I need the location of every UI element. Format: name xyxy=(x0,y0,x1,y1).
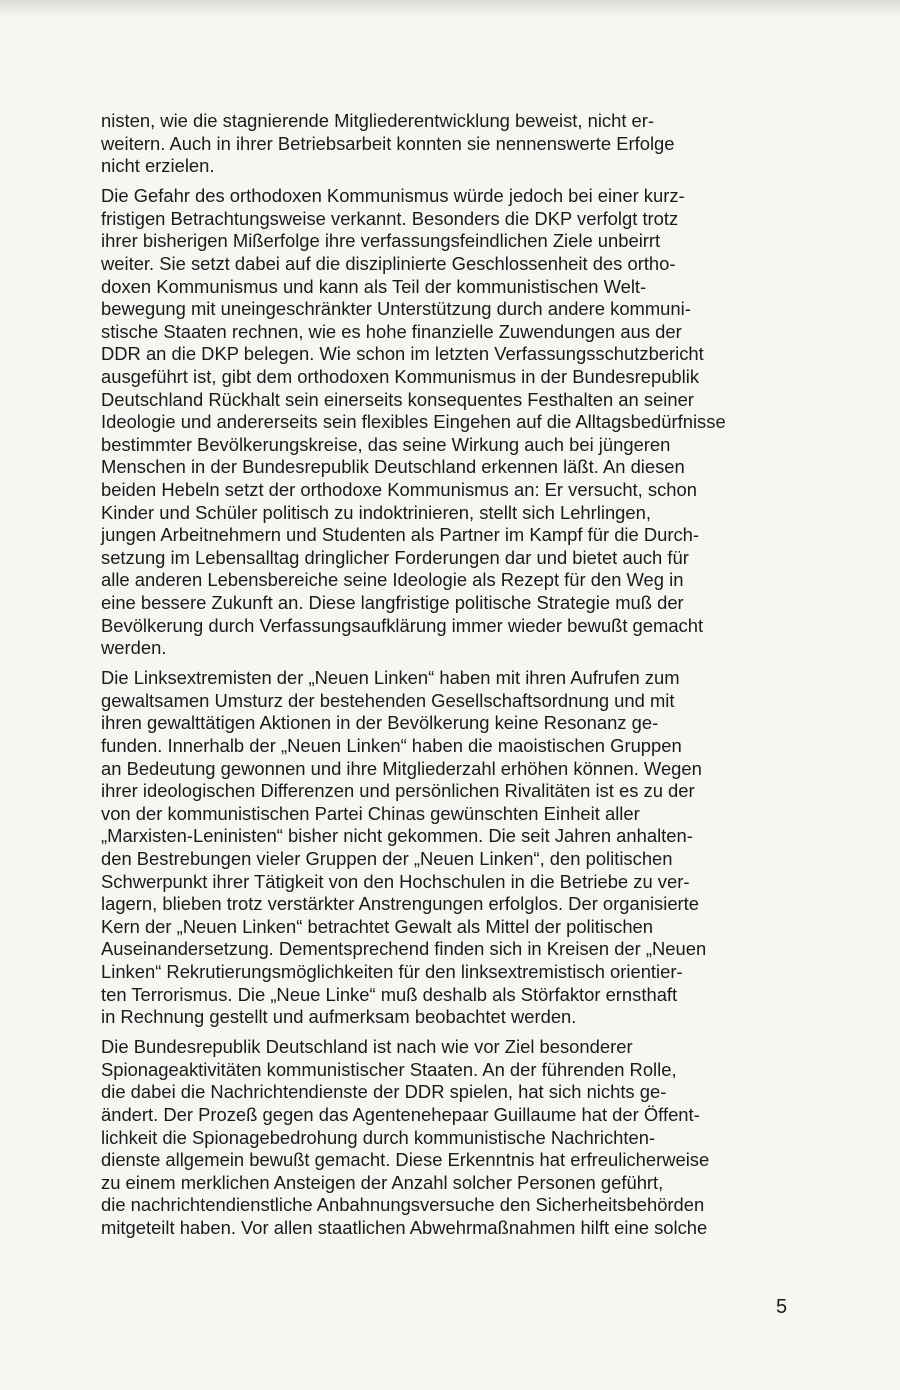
text-line: nisten, wie die stagnierende Mitgliederentwicklung beweist, nicht er- xyxy=(101,110,655,131)
text-line: ändert. Der Prozeß gegen das Agentenehepaar Guillaume hat der Öffent- xyxy=(101,1104,700,1126)
text-line: beiden Hebeln setzt der orthodoxe Kommunismus an: Er versucht, schon xyxy=(101,479,697,500)
text-line: dienste allgemein bewußt gemacht. Diese Erkenntnis hat erfreulicherweise xyxy=(101,1149,710,1171)
text-line: werden. xyxy=(101,637,167,659)
text-line: alle anderen Lebensbereiche seine Ideologie als Rezept für den Weg in xyxy=(101,569,684,591)
text-line: doxen Kommunismus und kann als Teil der kommunistischen Welt- xyxy=(101,275,647,297)
text-line: Die Gefahr des orthodoxen Kommunismus würde jedoch bei einer kurz- xyxy=(101,185,685,207)
text-line: ihrer ideologischen Differenzen und persönlichen Rivalitäten ist es zu der xyxy=(101,780,695,802)
body-text xyxy=(101,110,801,1240)
text-line: gewaltsamen Umsturz der bestehenden Gesellschaftsordnung und mit xyxy=(101,689,675,711)
text-line: die dabei die Nachrichtendienste der DDR spielen, hat sich nichts ge- xyxy=(101,1081,667,1103)
text-line: Kern der „Neuen Linken“ betrachtet Gewalt als Mittel der politischen xyxy=(101,915,653,937)
text-line: lagern, blieben trotz verstärkter Anstrengungen erfolglos. Der organisierte xyxy=(101,893,700,915)
text-line: Menschen in der Bundesrepublik Deutschland erkennen läßt. An diesen xyxy=(101,456,685,478)
text-line: zu einem merklichen Ansteigen der Anzahl solcher Personen geführt, xyxy=(101,1171,664,1193)
text-line: ihren gewalttätigen Aktionen in der Bevölkerung keine Resonanz ge- xyxy=(101,712,659,734)
text-line: Auseinandersetzung. Dementsprechend finden sich in Kreisen der „Neuen xyxy=(101,938,707,960)
text-line: eine bessere Zukunft an. Diese langfristige politische Strategie muß der xyxy=(101,591,684,613)
text-line: Die Linksextremisten der „Neuen Linken“ haben mit ihren Aufrufen zum xyxy=(101,667,680,689)
text-line: lichkeit die Spionagebedrohung durch kommunistische Nachrichten- xyxy=(101,1126,656,1148)
text-line: stische Staaten rechnen, wie es hohe finanzielle Zuwendungen aus der xyxy=(101,320,682,342)
text-line: in Rechnung gestellt und aufmerksam beobachtet werden. xyxy=(101,1006,577,1028)
text-line: ten Terrorismus. Die „Neue Linke“ muß deshalb als Störfaktor ernsthaft xyxy=(101,983,678,1005)
text-line: von der kommunistischen Partei Chinas gewünschten Einheit aller xyxy=(101,802,640,824)
text-line: ausgeführt ist, gibt dem orthodoxen Kommunismus in der Bundesrepublik xyxy=(101,366,700,388)
text-line: an Bedeutung gewonnen und ihre Mitgliederzahl erhöhen können. Wegen xyxy=(101,757,702,779)
text-line: DDR an die DKP belegen. Wie schon im letzten Verfassungsschutzbericht xyxy=(101,343,704,365)
text-line: Die Bundesrepublik Deutschland ist nach wie vor Ziel besonderer xyxy=(101,1036,633,1058)
text-line: Kinder und Schüler politisch zu indoktrinieren, stellt sich Lehrlingen, xyxy=(101,501,651,523)
text-line: Deutschland Rückhalt sein einerseits konsequentes Festhalten an seiner xyxy=(101,388,694,410)
paragraph xyxy=(101,1036,801,1239)
text-line: den Bestrebungen vieler Gruppen der „Neuen Linken“, den politischen xyxy=(101,848,673,869)
paragraph xyxy=(101,185,801,659)
text-line: weitern. Auch in ihrer Betriebsarbeit konnten sie nennenswerte Erfolge xyxy=(101,132,675,154)
text-line: ihrer bisherigen Mißerfolge ihre verfassungsfeindlichen Ziele unbeirrt xyxy=(101,230,661,252)
paragraph xyxy=(101,110,801,178)
paragraph xyxy=(101,667,801,1029)
page-number: 5 xyxy=(776,1296,788,1318)
text-line: bewegung mit uneingeschränkter Unterstützung durch andere kommuni- xyxy=(101,298,691,320)
text-line: setzung im Lebensalltag dringlicher Forderungen dar und bietet auch für xyxy=(101,546,689,568)
text-line: funden. Innerhalb der „Neuen Linken“ haben die maoistischen Gruppen xyxy=(101,735,682,757)
text-line: Spionageaktivitäten kommunistischer Staaten. An der führenden Rolle, xyxy=(101,1058,677,1080)
page-top-edge xyxy=(0,0,900,18)
text-line: Ideologie und andererseits sein flexibles Eingehen auf die Alltagsbedürfnisse xyxy=(101,411,726,433)
text-line: „Marxisten-Leninisten“ bisher nicht gekommen. Die seit Jahren anhalten- xyxy=(101,825,693,847)
text-line: mitgeteilt haben. Vor allen staatlichen Abwehrmaßnahmen hilft eine solche xyxy=(101,1217,708,1238)
text-line: die nachrichtendienstliche Anbahnungsversuche den Sicherheitsbehörden xyxy=(101,1194,705,1216)
text-line: jungen Arbeitnehmern und Studenten als Partner im Kampf für die Durch- xyxy=(101,524,700,546)
text-line: Schwerpunkt ihrer Tätigkeit von den Hochschulen in die Betriebe zu ver- xyxy=(101,870,690,892)
text-line: weiter. Sie setzt dabei auf die disziplinierte Geschlossenheit des ortho- xyxy=(101,253,676,275)
text-line: nicht erzielen. xyxy=(101,155,215,177)
text-line: fristigen Betrachtungsweise verkannt. Besonders die DKP verfolgt trotz xyxy=(101,207,679,229)
text-line: bestimmter Bevölkerungskreise, das seine Wirkung auch bei jüngeren xyxy=(101,433,671,455)
text-line: Linken“ Rekrutierungsmöglichkeiten für den linksextremistisch orientier- xyxy=(101,960,683,982)
text-line: Bevölkerung durch Verfassungsaufklärung immer wieder bewußt gemacht xyxy=(101,614,704,636)
